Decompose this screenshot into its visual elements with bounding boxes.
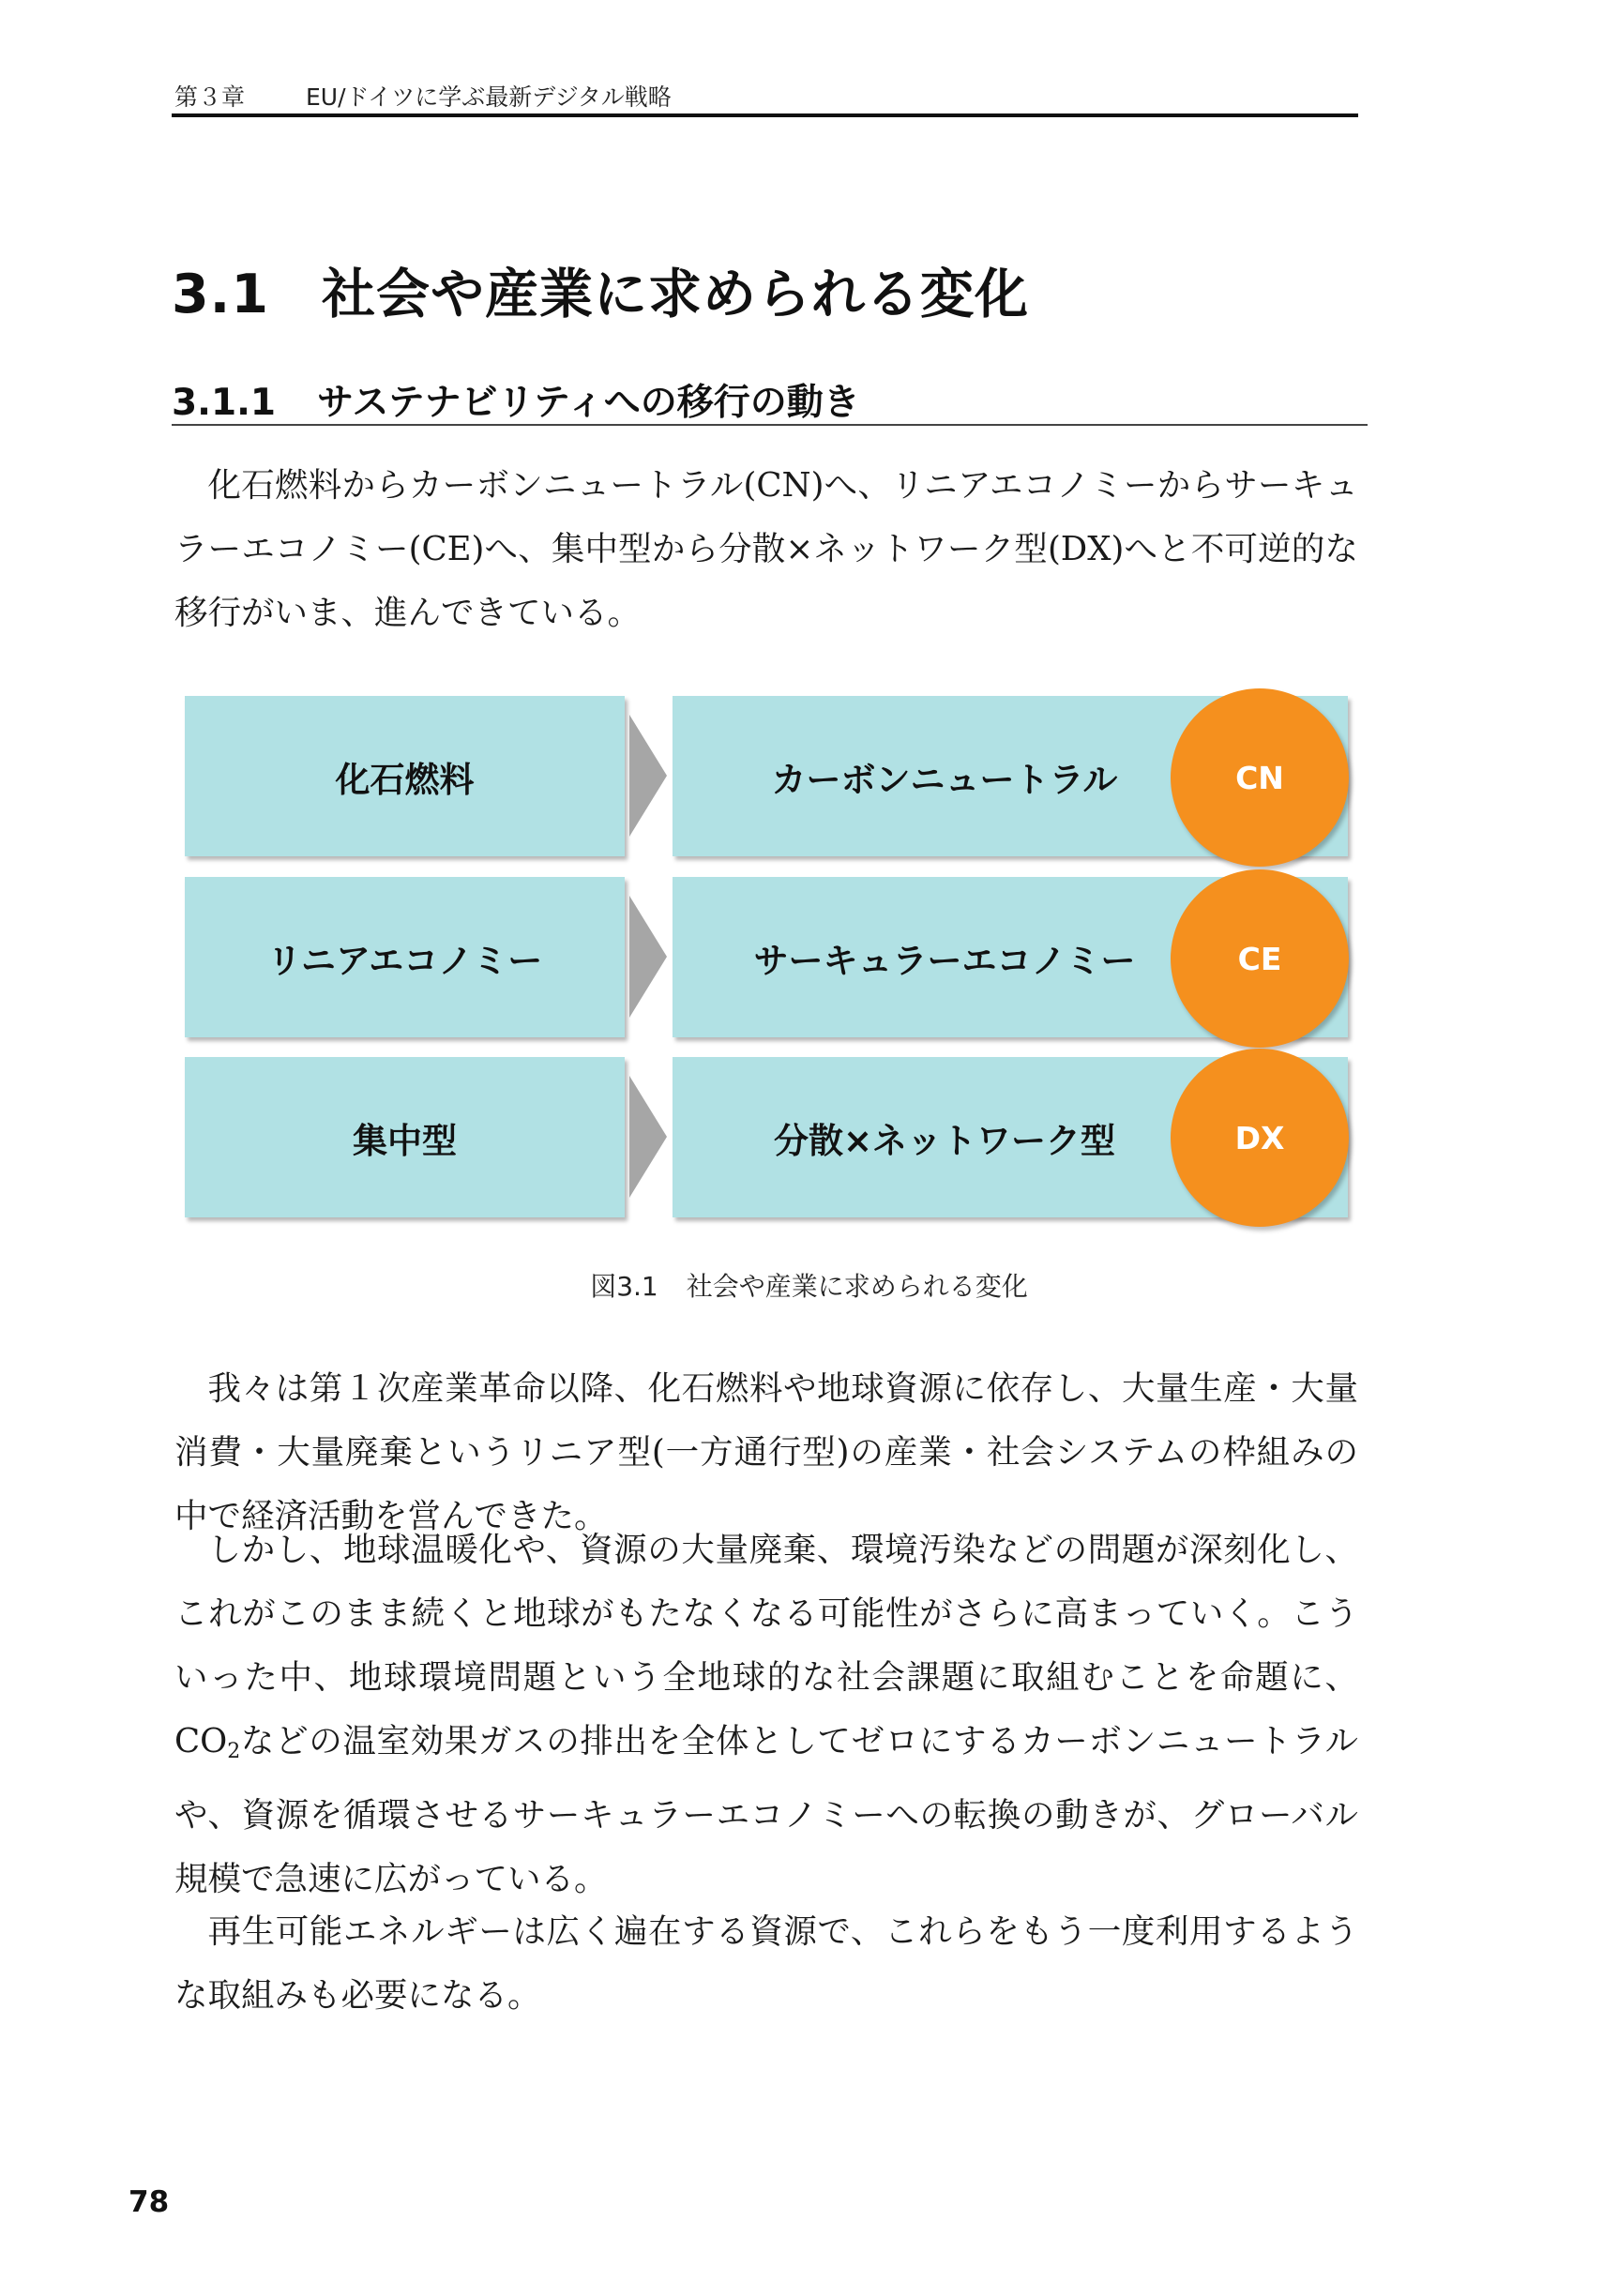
figure-to-label: サーキュラーエコノミー bbox=[753, 940, 1136, 981]
section-heading bbox=[172, 251, 1029, 328]
figure-box-from bbox=[185, 1057, 625, 1217]
figure-from-label: リニアエコノミー bbox=[266, 940, 543, 981]
figure-caption-number: 図3.1 bbox=[590, 1271, 658, 1302]
figure-box-from bbox=[185, 877, 625, 1037]
body-text: しかし、地球温暖化や、資源の大量廃棄、環境汚染などの問題が深刻化し、これがこのまま続くと地球がもたなくなる可能性がさらに高まっていく。こういった中、地球環境問題という全地球的な社会課題に取組むことを命題に、CO bbox=[174, 1531, 1358, 1760]
figure-from-label: 集中型 bbox=[353, 1120, 457, 1161]
body-paragraph bbox=[174, 1518, 1358, 1911]
body-text: などの温室効果ガスの排出を全体としてゼロにするカーボンニュートラルや、資源を循環させるサーキュラーエコノミーへの転換の動きが、グローバル規模で急速に広がっている。 bbox=[174, 1722, 1358, 1898]
body-paragraph: 我々は第１次産業革命以降、化石燃料や地球資源に依存し、大量生産・大量消費・大量廃棄というリニア型(一方通行型)の産業・社会システムの枠組みの中で経済活動を営んできた。 bbox=[174, 1369, 1358, 1535]
section-number: 3.1 bbox=[172, 264, 269, 325]
subsection-heading bbox=[172, 373, 860, 426]
chevron-right-icon bbox=[629, 715, 667, 837]
chapter-label: 第３章 bbox=[174, 83, 246, 111]
figure-badge: CN bbox=[1171, 688, 1349, 867]
figure-box-from bbox=[185, 696, 625, 856]
running-head bbox=[174, 79, 672, 113]
header-rule bbox=[172, 113, 1358, 117]
figure-badge: CE bbox=[1171, 869, 1349, 1048]
page-number: 78 bbox=[129, 2185, 170, 2219]
figure-badge: DX bbox=[1171, 1049, 1349, 1227]
figure-to-label: 分散×ネットワーク型 bbox=[773, 1120, 1115, 1161]
chevron-right-icon bbox=[629, 1076, 667, 1198]
subscript: 2 bbox=[227, 1740, 241, 1763]
intro-paragraph: 化石燃料からカーボンニュートラル(CN)へ、リニアエコノミーからサーキュラーエコノミー(CE)へ、集中型から分散×ネットワーク型(DX)へと不可逆的な移行がいま、進んできている。 bbox=[174, 466, 1358, 632]
subsection-title: サステナビリティへの移行の動き bbox=[317, 382, 860, 424]
subsection-rule bbox=[172, 424, 1368, 426]
figure-caption bbox=[0, 1266, 1618, 1304]
body-paragraph: 再生可能エネルギーは広く遍在する資源で、これらをもう一度利用するような取組みも必要になる。 bbox=[174, 1912, 1358, 2015]
subsection-number: 3.1.1 bbox=[172, 382, 277, 424]
figure-from-label: 化石燃料 bbox=[335, 759, 475, 800]
book-title: EU/ドイツに学ぶ最新デジタル戦略 bbox=[306, 83, 672, 111]
figure-caption-text: 社会や産業に求められる変化 bbox=[686, 1271, 1028, 1302]
chevron-right-icon bbox=[629, 896, 667, 1018]
figure-to-label: カーボンニュートラル bbox=[771, 759, 1118, 800]
section-title: 社会や産業に求められる変化 bbox=[322, 264, 1029, 325]
